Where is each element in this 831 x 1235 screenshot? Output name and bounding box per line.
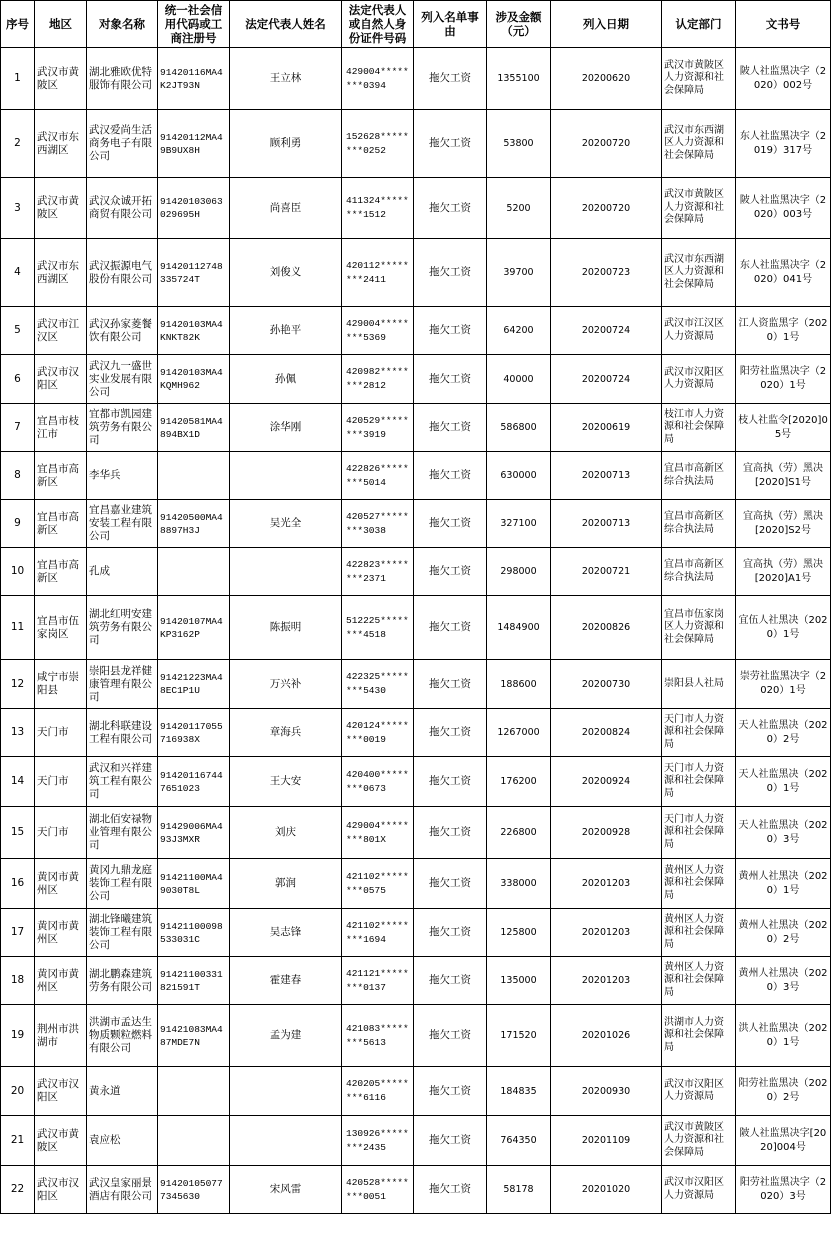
- cell-no: 8: [1, 452, 35, 500]
- cell-no: 13: [1, 709, 35, 757]
- cell-name: 湖北红明安建筑劳务有限公司: [87, 596, 158, 660]
- table-row: [1, 178, 831, 239]
- cell-credit-code: 91421100331821591T: [158, 957, 230, 1005]
- cell-no: 20: [1, 1067, 35, 1116]
- cell-date: 20200924: [551, 757, 662, 807]
- cell-reason: 拖欠工资: [414, 178, 487, 239]
- cell-id-number: 422823********2371: [342, 548, 414, 596]
- cell-credit-code: 91420581MA4894BX1D: [158, 404, 230, 452]
- cell-amount: 40000: [487, 355, 551, 404]
- cell-amount: 298000: [487, 548, 551, 596]
- table-row: [1, 404, 831, 452]
- cell-representative: 孙艳平: [230, 307, 342, 355]
- cell-reason: 拖欠工资: [414, 757, 487, 807]
- cell-name: 武汉爱尚生活商务电子有限公司: [87, 110, 158, 178]
- cell-date: 20200724: [551, 355, 662, 404]
- cell-reason: 拖欠工资: [414, 909, 487, 957]
- cell-date: 20201026: [551, 1005, 662, 1067]
- cell-document-no: 宜高执（劳）黑决[2020]S2号: [736, 500, 831, 548]
- cell-date: 20200713: [551, 452, 662, 500]
- cell-date: 20200721: [551, 548, 662, 596]
- cell-id-number: 420982********2812: [342, 355, 414, 404]
- cell-reason: 拖欠工资: [414, 1005, 487, 1067]
- cell-date: 20201203: [551, 957, 662, 1005]
- cell-date: 20200620: [551, 48, 662, 110]
- cell-department: 天门市人力资源和社会保障局: [662, 807, 736, 859]
- cell-id-number: 421102********0575: [342, 859, 414, 909]
- cell-department: 崇阳县人社局: [662, 660, 736, 709]
- cell-credit-code: 91420112748335724T: [158, 239, 230, 307]
- cell-name: 李华兵: [87, 452, 158, 500]
- cell-amount: 1267000: [487, 709, 551, 757]
- cell-no: 18: [1, 957, 35, 1005]
- cell-region: 武汉市东西湖区: [35, 110, 87, 178]
- cell-no: 14: [1, 757, 35, 807]
- header-cell: 文书号: [736, 1, 831, 48]
- table-row: [1, 807, 831, 859]
- cell-region: 武汉市东西湖区: [35, 239, 87, 307]
- cell-region: 宜昌市高新区: [35, 500, 87, 548]
- cell-reason: 拖欠工资: [414, 709, 487, 757]
- cell-date: 20200826: [551, 596, 662, 660]
- table-row: [1, 957, 831, 1005]
- cell-region: 宜昌市高新区: [35, 452, 87, 500]
- cell-id-number: 512225********4518: [342, 596, 414, 660]
- cell-date: 20200824: [551, 709, 662, 757]
- cell-amount: 188600: [487, 660, 551, 709]
- cell-region: 宜昌市枝江市: [35, 404, 87, 452]
- cell-department: 武汉市黄陂区人力资源和社会保障局: [662, 178, 736, 239]
- cell-no: 11: [1, 596, 35, 660]
- cell-name: 洪湖市孟达生物质颗粒燃料有限公司: [87, 1005, 158, 1067]
- cell-department: 武汉市汉阳区人力资源局: [662, 1166, 736, 1214]
- cell-name: 黄永道: [87, 1067, 158, 1116]
- header-cell: 对象名称: [87, 1, 158, 48]
- header-cell: 法定代表人或自然人身份证件号码: [342, 1, 414, 48]
- cell-credit-code: 91421100MA49030T8L: [158, 859, 230, 909]
- cell-name: 宜昌嘉业建筑安装工程有限公司: [87, 500, 158, 548]
- cell-no: 1: [1, 48, 35, 110]
- cell-amount: 171520: [487, 1005, 551, 1067]
- cell-reason: 拖欠工资: [414, 355, 487, 404]
- cell-reason: 拖欠工资: [414, 1116, 487, 1166]
- cell-document-no: 江人资监黑字（2020）1号: [736, 307, 831, 355]
- cell-credit-code: 91420112MA49B9UX8H: [158, 110, 230, 178]
- cell-department: 枝江市人力资源和社会保障局: [662, 404, 736, 452]
- cell-reason: 拖欠工资: [414, 404, 487, 452]
- cell-document-no: 洪人社监黑决（2020）1号: [736, 1005, 831, 1067]
- cell-name: 湖北雅欧优特服饰有限公司: [87, 48, 158, 110]
- cell-id-number: 421102********1694: [342, 909, 414, 957]
- cell-document-no: 宜伍人社黑决（2020）1号: [736, 596, 831, 660]
- cell-representative: 孟为建: [230, 1005, 342, 1067]
- cell-department: 武汉市汉阳区人力资源局: [662, 355, 736, 404]
- cell-id-number: 420528********0051: [342, 1166, 414, 1214]
- cell-representative: 孙佩: [230, 355, 342, 404]
- cell-reason: 拖欠工资: [414, 500, 487, 548]
- cell-amount: 135000: [487, 957, 551, 1005]
- cell-id-number: 130926********2435: [342, 1116, 414, 1166]
- cell-representative: 刘庆: [230, 807, 342, 859]
- cell-department: 天门市人力资源和社会保障局: [662, 709, 736, 757]
- cell-representative: 吴光全: [230, 500, 342, 548]
- cell-reason: 拖欠工资: [414, 1166, 487, 1214]
- cell-reason: 拖欠工资: [414, 957, 487, 1005]
- cell-name: 孔成: [87, 548, 158, 596]
- cell-id-number: 429004********801X: [342, 807, 414, 859]
- cell-date: 20200930: [551, 1067, 662, 1116]
- cell-region: 天门市: [35, 757, 87, 807]
- cell-department: 黄州区人力资源和社会保障局: [662, 909, 736, 957]
- cell-amount: 338000: [487, 859, 551, 909]
- cell-credit-code: 91421100098533031C: [158, 909, 230, 957]
- cell-id-number: 422325********5430: [342, 660, 414, 709]
- cell-name: 武汉孙家菱餐饮有限公司: [87, 307, 158, 355]
- cell-document-no: 天人社监黑决（2020）3号: [736, 807, 831, 859]
- table-row: [1, 709, 831, 757]
- cell-representative: 霍建春: [230, 957, 342, 1005]
- cell-department: 天门市人力资源和社会保障局: [662, 757, 736, 807]
- cell-amount: 1484900: [487, 596, 551, 660]
- cell-id-number: 429004********0394: [342, 48, 414, 110]
- cell-reason: 拖欠工资: [414, 548, 487, 596]
- cell-region: 宜昌市伍家岗区: [35, 596, 87, 660]
- cell-representative: 章海兵: [230, 709, 342, 757]
- cell-region: 武汉市汉阳区: [35, 1067, 87, 1116]
- cell-id-number: 411324********1512: [342, 178, 414, 239]
- cell-representative: [230, 1067, 342, 1116]
- cell-name: 武汉皇家丽景酒店有限公司: [87, 1166, 158, 1214]
- cell-no: 6: [1, 355, 35, 404]
- cell-no: 17: [1, 909, 35, 957]
- cell-amount: 39700: [487, 239, 551, 307]
- cell-document-no: 黄州人社黑决（2020）1号: [736, 859, 831, 909]
- table-row: [1, 239, 831, 307]
- table-row: [1, 596, 831, 660]
- cell-amount: 327100: [487, 500, 551, 548]
- header-cell: 列入日期: [551, 1, 662, 48]
- cell-credit-code: 914201050777345630: [158, 1166, 230, 1214]
- table-row: [1, 452, 831, 500]
- cell-id-number: 420112********2411: [342, 239, 414, 307]
- cell-id-number: 420527********3038: [342, 500, 414, 548]
- header-cell: 序号: [1, 1, 35, 48]
- cell-representative: [230, 452, 342, 500]
- cell-amount: 586800: [487, 404, 551, 452]
- table-row: [1, 757, 831, 807]
- cell-no: 12: [1, 660, 35, 709]
- cell-document-no: 宜高执（劳）黑决[2020]A1号: [736, 548, 831, 596]
- cell-credit-code: 91420103MA4KNKT82K: [158, 307, 230, 355]
- cell-region: 武汉市黄陂区: [35, 178, 87, 239]
- cell-credit-code: 91429006MA493J3MXR: [158, 807, 230, 859]
- cell-reason: 拖欠工资: [414, 307, 487, 355]
- cell-region: 武汉市黄陂区: [35, 48, 87, 110]
- cell-amount: 1355100: [487, 48, 551, 110]
- cell-region: 黄冈市黄州区: [35, 909, 87, 957]
- table-row: [1, 1116, 831, 1166]
- cell-department: 宜昌市高新区综合执法局: [662, 500, 736, 548]
- cell-credit-code: 91421083MA487MDE7N: [158, 1005, 230, 1067]
- cell-document-no: 天人社监黑决（2020）1号: [736, 757, 831, 807]
- table-row: [1, 1005, 831, 1067]
- cell-region: 黄冈市黄州区: [35, 957, 87, 1005]
- cell-document-no: 东人社监黑决字（2019）317号: [736, 110, 831, 178]
- cell-name: 湖北鹏森建筑劳务有限公司: [87, 957, 158, 1005]
- cell-representative: 涂华刚: [230, 404, 342, 452]
- cell-representative: 王立林: [230, 48, 342, 110]
- cell-department: 武汉市黄陂区人力资源和社会保障局: [662, 1116, 736, 1166]
- cell-no: 22: [1, 1166, 35, 1214]
- cell-credit-code: 91420103MA4KQMH962: [158, 355, 230, 404]
- header-cell: 涉及金额（元）: [487, 1, 551, 48]
- cell-reason: 拖欠工资: [414, 596, 487, 660]
- cell-credit-code: 91420117055716938X: [158, 709, 230, 757]
- cell-reason: 拖欠工资: [414, 452, 487, 500]
- cell-document-no: 陂人社监黑决字（2020）002号: [736, 48, 831, 110]
- cell-amount: 125800: [487, 909, 551, 957]
- cell-amount: 5200: [487, 178, 551, 239]
- cell-document-no: 陂人社监黑决字[2020]004号: [736, 1116, 831, 1166]
- cell-department: 黄州区人力资源和社会保障局: [662, 859, 736, 909]
- cell-document-no: 崇劳社监黑决字（2020）1号: [736, 660, 831, 709]
- cell-amount: 53800: [487, 110, 551, 178]
- cell-department: 武汉市汉阳区人力资源局: [662, 1067, 736, 1116]
- cell-department: 宜昌市伍家岗区人力资源和社会保障局: [662, 596, 736, 660]
- table-row: [1, 548, 831, 596]
- cell-no: 7: [1, 404, 35, 452]
- header-cell: 列入名单事由: [414, 1, 487, 48]
- cell-amount: 226800: [487, 807, 551, 859]
- header-cell: 认定部门: [662, 1, 736, 48]
- cell-reason: 拖欠工资: [414, 48, 487, 110]
- cell-representative: 顾利勇: [230, 110, 342, 178]
- header-cell: 统一社会信用代码或工商注册号: [158, 1, 230, 48]
- cell-no: 9: [1, 500, 35, 548]
- cell-amount: 764350: [487, 1116, 551, 1166]
- cell-department: 武汉市东西湖区人力资源和社会保障局: [662, 110, 736, 178]
- table-row: [1, 500, 831, 548]
- cell-id-number: 420205********6116: [342, 1067, 414, 1116]
- table-body: [1, 48, 831, 1214]
- cell-representative: [230, 1116, 342, 1166]
- cell-date: 20201109: [551, 1116, 662, 1166]
- table-row: [1, 307, 831, 355]
- cell-region: 黄冈市黄州区: [35, 859, 87, 909]
- cell-date: 20200724: [551, 307, 662, 355]
- cell-department: 武汉市黄陂区人力资源和社会保障局: [662, 48, 736, 110]
- cell-credit-code: 91421223MA48EC1P1U: [158, 660, 230, 709]
- cell-name: 宜都市凯园建筑劳务有限公司: [87, 404, 158, 452]
- cell-no: 16: [1, 859, 35, 909]
- cell-region: 武汉市汉阳区: [35, 1166, 87, 1214]
- cell-no: 21: [1, 1116, 35, 1166]
- cell-document-no: 枝人社监令[2020]05号: [736, 404, 831, 452]
- cell-date: 20201020: [551, 1166, 662, 1214]
- cell-department: 武汉市江汉区人力资源局: [662, 307, 736, 355]
- cell-id-number: 152628********0252: [342, 110, 414, 178]
- cell-document-no: 阳劳社监黑决字（2020）1号: [736, 355, 831, 404]
- cell-representative: 刘俊义: [230, 239, 342, 307]
- cell-representative: 王大安: [230, 757, 342, 807]
- header-cell: 法定代表人姓名: [230, 1, 342, 48]
- cell-date: 20200723: [551, 239, 662, 307]
- cell-id-number: 429004********5369: [342, 307, 414, 355]
- cell-name: 崇阳县龙祥健康管理有限公司: [87, 660, 158, 709]
- cell-credit-code: [158, 1116, 230, 1166]
- cell-no: 19: [1, 1005, 35, 1067]
- cell-credit-code: 91420107MA4KP3162P: [158, 596, 230, 660]
- cell-name: 湖北佰安禄物业管理有限公司: [87, 807, 158, 859]
- cell-no: 10: [1, 548, 35, 596]
- cell-document-no: 宜高执（劳）黑决[2020]S1号: [736, 452, 831, 500]
- cell-name: 武汉九一盛世实业发展有限公司: [87, 355, 158, 404]
- cell-credit-code: 914201167447651023: [158, 757, 230, 807]
- cell-date: 20200730: [551, 660, 662, 709]
- cell-amount: 64200: [487, 307, 551, 355]
- cell-region: 武汉市汉阳区: [35, 355, 87, 404]
- cell-id-number: 422826********5014: [342, 452, 414, 500]
- cell-department: 洪湖市人力资源和社会保障局: [662, 1005, 736, 1067]
- cell-region: 咸宁市崇阳县: [35, 660, 87, 709]
- cell-department: 武汉市东西湖区人力资源和社会保障局: [662, 239, 736, 307]
- cell-credit-code: 91420116MA4K2JT93N: [158, 48, 230, 110]
- cell-id-number: 421121********0137: [342, 957, 414, 1005]
- cell-credit-code: [158, 1067, 230, 1116]
- table-row: [1, 909, 831, 957]
- cell-no: 3: [1, 178, 35, 239]
- cell-reason: 拖欠工资: [414, 1067, 487, 1116]
- cell-document-no: 陂人社监黑决字（2020）003号: [736, 178, 831, 239]
- cell-name: 武汉和兴祥建筑工程有限公司: [87, 757, 158, 807]
- cell-representative: 陈振明: [230, 596, 342, 660]
- cell-name: 湖北科联建设工程有限公司: [87, 709, 158, 757]
- cell-date: 20200928: [551, 807, 662, 859]
- cell-id-number: 420400********0673: [342, 757, 414, 807]
- cell-credit-code: [158, 452, 230, 500]
- cell-id-number: 421083********5613: [342, 1005, 414, 1067]
- cell-region: 荆州市洪湖市: [35, 1005, 87, 1067]
- cell-reason: 拖欠工资: [414, 239, 487, 307]
- cell-department: 宜昌市高新区综合执法局: [662, 548, 736, 596]
- cell-document-no: 东人社监黑决字（2020）041号: [736, 239, 831, 307]
- cell-document-no: 天人社监黑决（2020）2号: [736, 709, 831, 757]
- cell-region: 武汉市江汉区: [35, 307, 87, 355]
- cell-amount: 58178: [487, 1166, 551, 1214]
- cell-no: 5: [1, 307, 35, 355]
- table-row: [1, 660, 831, 709]
- table-header: [1, 1, 831, 48]
- cell-credit-code: 91420500MA48897H3J: [158, 500, 230, 548]
- cell-no: 2: [1, 110, 35, 178]
- cell-name: 武汉振源电气股份有限公司: [87, 239, 158, 307]
- cell-date: 20201203: [551, 859, 662, 909]
- header-cell: 地区: [35, 1, 87, 48]
- cell-id-number: 420124********0019: [342, 709, 414, 757]
- table-row: [1, 859, 831, 909]
- cell-document-no: 阳劳社监黑决（2020）2号: [736, 1067, 831, 1116]
- cell-date: 20200720: [551, 110, 662, 178]
- table-row: [1, 110, 831, 178]
- cell-document-no: 阳劳社监黑决字（2020）3号: [736, 1166, 831, 1214]
- cell-reason: 拖欠工资: [414, 660, 487, 709]
- cell-amount: 184835: [487, 1067, 551, 1116]
- cell-id-number: 420529********3919: [342, 404, 414, 452]
- cell-date: 20200720: [551, 178, 662, 239]
- cell-name: 武汉众诚开拓商贸有限公司: [87, 178, 158, 239]
- cell-region: 武汉市黄陂区: [35, 1116, 87, 1166]
- cell-name: 黄冈九鼎龙庭装饰工程有限公司: [87, 859, 158, 909]
- cell-representative: 吴志锋: [230, 909, 342, 957]
- cell-date: 20200713: [551, 500, 662, 548]
- cell-name: 袁应松: [87, 1116, 158, 1166]
- table-row: [1, 1166, 831, 1214]
- cell-document-no: 黄州人社黑决（2020）2号: [736, 909, 831, 957]
- table-row: [1, 48, 831, 110]
- cell-department: 宜昌市高新区综合执法局: [662, 452, 736, 500]
- cell-name: 湖北锋曦建筑装饰工程有限公司: [87, 909, 158, 957]
- cell-representative: 郭润: [230, 859, 342, 909]
- cell-representative: 尚喜臣: [230, 178, 342, 239]
- cell-representative: 宋风雷: [230, 1166, 342, 1214]
- cell-document-no: 黄州人社黑决（2020）3号: [736, 957, 831, 1005]
- cell-reason: 拖欠工资: [414, 807, 487, 859]
- cell-region: 天门市: [35, 709, 87, 757]
- cell-amount: 630000: [487, 452, 551, 500]
- cell-date: 20200619: [551, 404, 662, 452]
- cell-region: 天门市: [35, 807, 87, 859]
- cell-reason: 拖欠工资: [414, 110, 487, 178]
- cell-representative: 万兴补: [230, 660, 342, 709]
- cell-amount: 176200: [487, 757, 551, 807]
- cell-region: 宜昌市高新区: [35, 548, 87, 596]
- cell-department: 黄州区人力资源和社会保障局: [662, 957, 736, 1005]
- cell-credit-code: 91420103063029695H: [158, 178, 230, 239]
- cell-credit-code: [158, 548, 230, 596]
- cell-no: 4: [1, 239, 35, 307]
- cell-reason: 拖欠工资: [414, 859, 487, 909]
- cell-date: 20201203: [551, 909, 662, 957]
- table-row: [1, 1067, 831, 1116]
- cell-no: 15: [1, 807, 35, 859]
- table-row: [1, 355, 831, 404]
- cell-representative: [230, 548, 342, 596]
